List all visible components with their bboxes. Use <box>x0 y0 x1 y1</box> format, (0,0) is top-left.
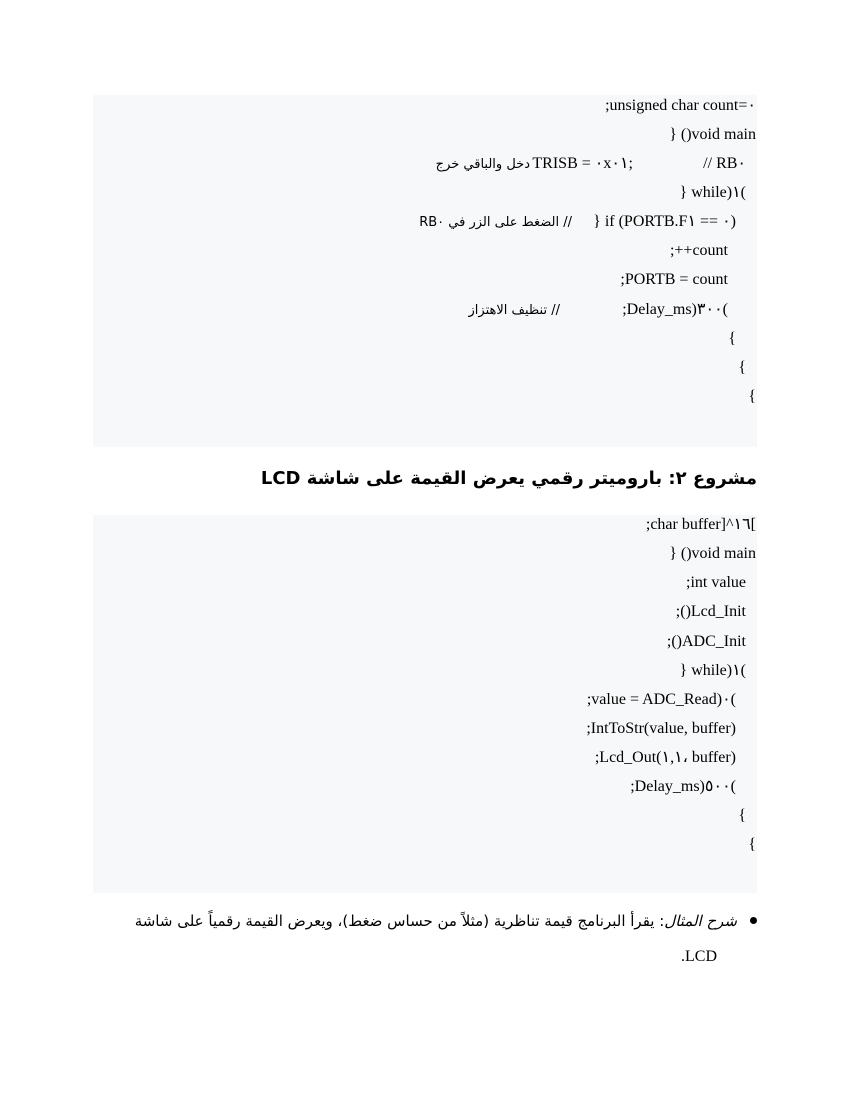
code-line: ;Lcd_Out(١,١، buffer) <box>594 749 736 766</box>
bullet-continuation: .LCD <box>681 948 717 965</box>
code-line: { <box>748 836 756 853</box>
code-line: ;IntToStr(value, buffer) <box>586 720 736 737</box>
code-comment: دخل والباقي خرج <box>435 157 530 172</box>
code-line: { <box>748 388 756 405</box>
code-line: } if (PORTB.F٠ == ١) <box>593 213 736 230</box>
code-line: ;int value <box>686 574 746 591</box>
code-line: ;unsigned char count=٠ <box>605 97 756 114</box>
bullet-text <box>97 903 737 939</box>
bullet-body: : يقرأ البرنامج قيمة تناظرية (مثلاً من حساس ضغط)، ويعرض القيمة رقمياً على شاشة <box>134 912 665 930</box>
code-line: { <box>738 359 746 376</box>
code-line: ;Delay_ms)٣٠٠( <box>622 301 728 318</box>
code-line: { <box>728 330 736 347</box>
bullet-icon <box>750 917 757 924</box>
code-line: ;()ADC_Init <box>666 633 746 650</box>
code-line: ;value = ADC_Read)٠( <box>586 691 736 708</box>
code-line: } while)١( <box>679 662 746 679</box>
code-line: } ()void main <box>669 126 756 143</box>
bullet-lead: شرح المثال <box>664 912 737 930</box>
code-line: ;++count <box>669 242 728 259</box>
code-line: TRISB = ٠x٠١; <box>532 155 633 172</box>
code-line: } while)١( <box>679 184 746 201</box>
section-heading: مشروع ٢: باروميتر رقمي يعرض القيمة على شاشة LCD <box>260 468 757 489</box>
code-line: ;PORTB = count <box>620 271 728 288</box>
code-comment: // تنظيف الاهتزاز <box>468 303 560 318</box>
code-line: } ()void main <box>669 545 756 562</box>
code-line: { <box>738 807 746 824</box>
code-comment: // الضغط على الزر في RB٠ <box>419 215 572 230</box>
code-line: ;Delay_ms)٥٠٠( <box>630 778 736 795</box>
code-line: ;char buffer]^١٦[ <box>645 516 756 533</box>
code-line: ;()Lcd_Init <box>675 603 746 620</box>
code-line: // RB٠ <box>703 155 746 172</box>
